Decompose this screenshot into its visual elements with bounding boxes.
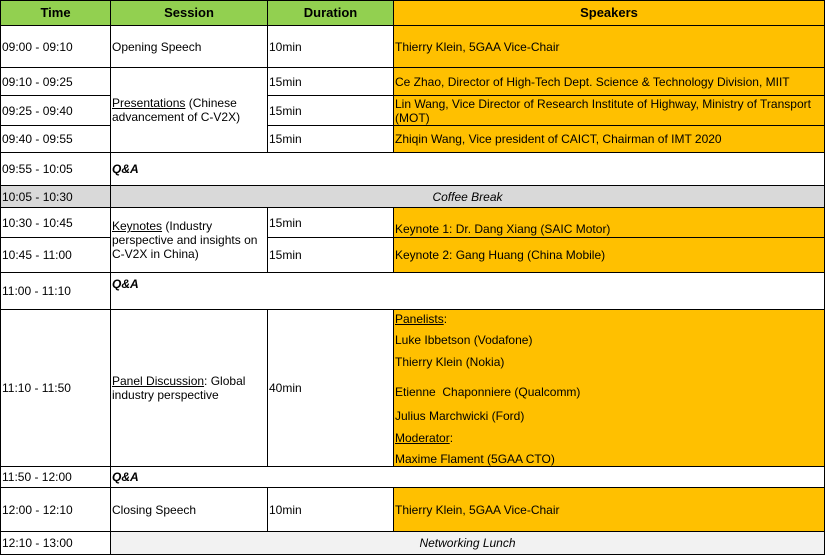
panelist: Thierry Klein (Nokia) — [395, 355, 505, 369]
duration-cell: 10min — [267, 25, 394, 68]
time-cell: 09:25 - 09:40 — [0, 95, 111, 126]
qa-cell: Q&A — [110, 152, 825, 186]
panelist: Julius Marchwicki (Ford) — [395, 409, 525, 423]
session-keynotes-text — [112, 219, 267, 261]
moderator-label: Moderator — [395, 431, 450, 445]
time-cell: 12:10 - 13:00 — [0, 531, 111, 555]
panelist: Etienne Chaponniere (Qualcomm) — [395, 385, 581, 399]
qa-cell: Q&A — [110, 272, 825, 310]
keynotes-link[interactable]: Keynotes — [112, 219, 163, 233]
panelists-label: Panelists — [395, 312, 444, 326]
moderator-heading — [395, 431, 453, 445]
session-panel-text — [112, 374, 267, 402]
moderator: Maxime Flament (5GAA CTO) — [395, 452, 555, 466]
presentations-desc: (Chinese advancement of C-V2X) — [112, 96, 241, 124]
time-cell: 11:50 - 12:00 — [0, 466, 111, 488]
speaker-cell: Ce Zhao, Director of High-Tech Dept. Science & Technology Division, MIIT — [393, 67, 825, 96]
duration-cell: 15min — [267, 207, 394, 238]
speaker-cell: Keynote 1: Dr. Dang Xiang (SAIC Motor) — [393, 207, 825, 238]
session-panel — [110, 309, 268, 467]
duration-cell: 15min — [267, 67, 394, 96]
networking-lunch-cell: Networking Lunch — [110, 531, 825, 555]
speaker-cell: Keynote 2: Gang Huang (China Mobile) — [393, 237, 825, 273]
session-keynotes — [110, 207, 268, 273]
qa-cell: Q&A — [110, 466, 825, 488]
duration-cell: 15min — [267, 125, 394, 153]
presentations-link[interactable]: Presentations — [112, 96, 186, 110]
header-speakers: Speakers — [393, 0, 825, 26]
header-duration: Duration — [267, 0, 394, 26]
panelists-colon: : — [443, 312, 448, 326]
speaker-cell: Zhiqin Wang, Vice president of CAICT, Chairman of IMT 2020 — [393, 125, 825, 153]
time-cell: 09:00 - 09:10 — [0, 25, 111, 68]
time-cell: 11:10 - 11:50 — [0, 309, 111, 467]
header-session: Session — [110, 0, 268, 26]
duration-cell: 15min — [267, 95, 394, 126]
keynotes-desc: (Industry perspective and insights on C-V2X in China) — [112, 219, 258, 261]
coffee-break-cell: Coffee Break — [110, 185, 825, 208]
panelists-heading — [395, 312, 447, 326]
time-cell: 11:00 - 11:10 — [0, 272, 111, 310]
time-cell: 10:30 - 10:45 — [0, 207, 111, 238]
duration-cell: 40min — [267, 309, 394, 467]
session-cell: Closing Speech — [110, 487, 268, 532]
duration-cell: 10min — [267, 487, 394, 532]
time-cell: 12:00 - 12:10 — [0, 487, 111, 532]
speaker-cell: Thierry Klein, 5GAA Vice-Chair — [393, 487, 825, 532]
time-cell: 09:10 - 09:25 — [0, 67, 111, 96]
time-cell: 09:55 - 10:05 — [0, 152, 111, 186]
header-time: Time — [0, 0, 111, 26]
time-cell: 09:40 - 09:55 — [0, 125, 111, 153]
session-presentations-text — [112, 96, 267, 124]
moderator-colon: : — [449, 431, 454, 445]
panel-discussion-link[interactable]: Panel Discussion — [112, 374, 205, 388]
duration-cell: 15min — [267, 237, 394, 273]
speaker-cell: Thierry Klein, 5GAA Vice-Chair — [393, 25, 825, 68]
panel-speakers-cell — [393, 309, 825, 467]
time-cell: 10:45 - 11:00 — [0, 237, 111, 273]
session-presentations — [110, 67, 268, 153]
panel-desc: : Global industry perspective — [112, 374, 246, 402]
session-cell: Opening Speech — [110, 25, 268, 68]
panelist: Luke Ibbetson (Vodafone) — [395, 333, 533, 347]
time-cell: 10:05 - 10:30 — [0, 185, 111, 208]
speaker-cell: Lin Wang, Vice Director of Research Institute of Highway, Ministry of Transport (MOT) — [393, 95, 825, 126]
